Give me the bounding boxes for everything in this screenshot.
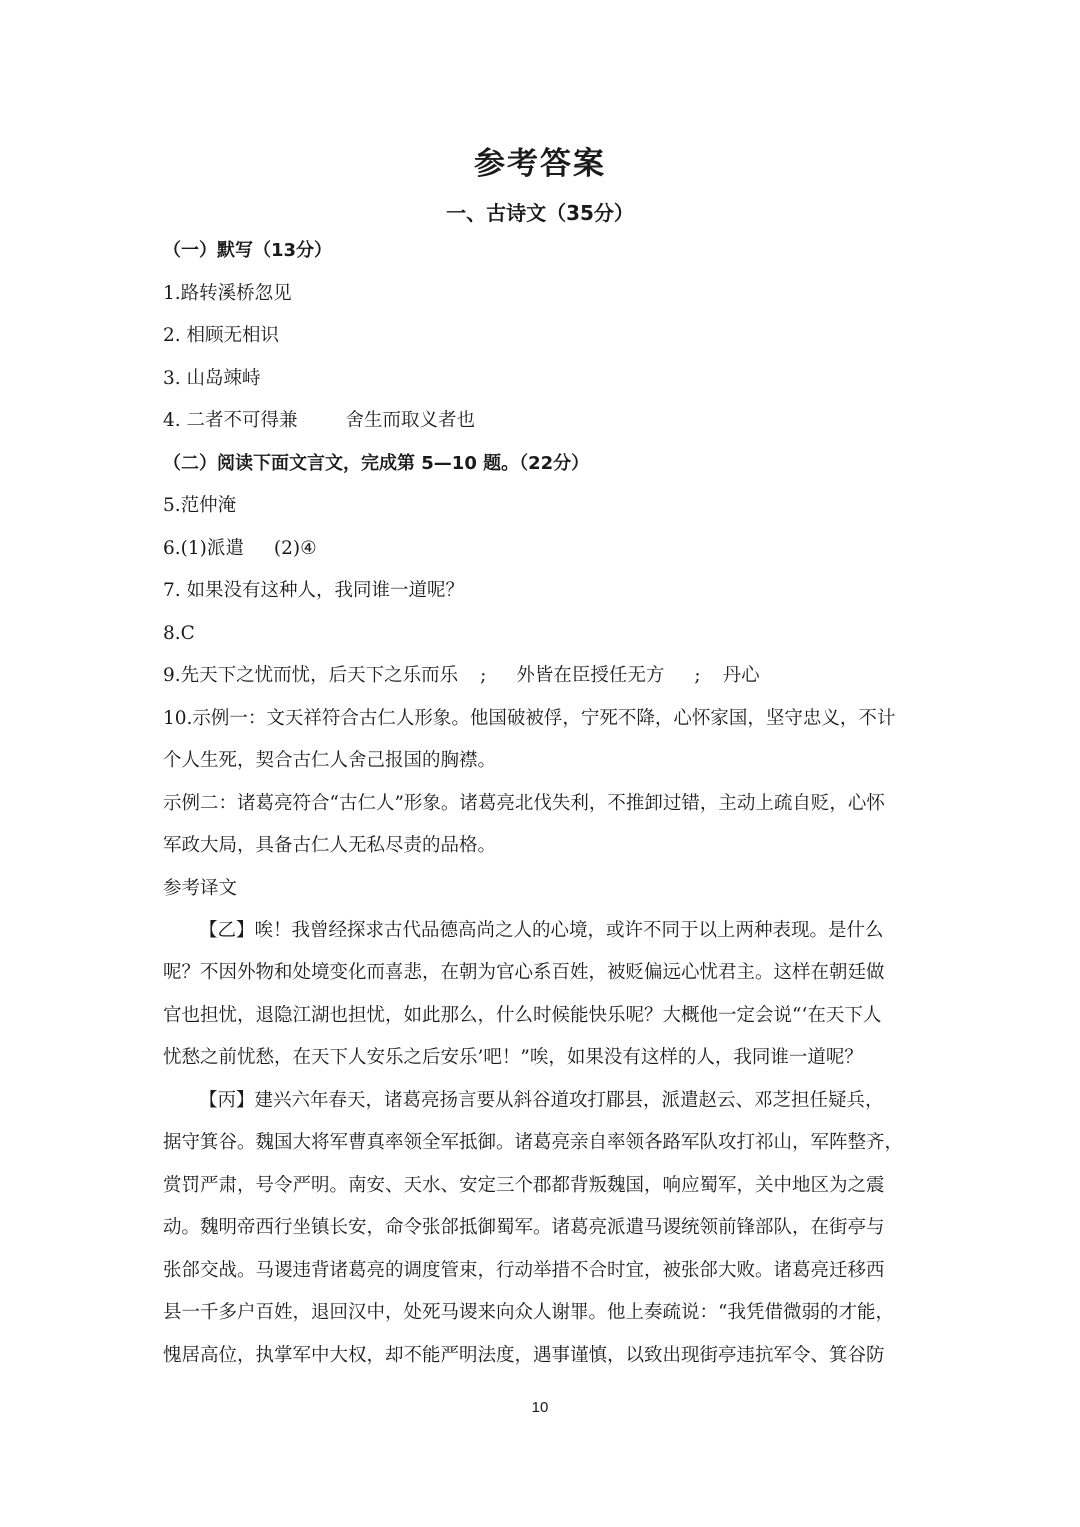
- answer-8: 8.C: [163, 623, 195, 644]
- answer-9-part-b: 外皆在臣授任无方: [516, 665, 665, 686]
- translation-heading: 参考译文: [163, 878, 238, 899]
- answer-7: 7. 如果没有这种人，我同谁一道呢？: [163, 580, 465, 601]
- answer-4-part-b: 舍生而取义者也: [345, 410, 476, 431]
- translation-bing-line: 张郃交战。马谡违背诸葛亮的调度管束，行动举措不合时宜，被张郃大败。诸葛亮迁移西: [163, 1260, 885, 1281]
- answer-6-part-a: 6.(1)派遣: [163, 538, 244, 559]
- answer-3: 3. 山岛竦峙: [163, 368, 261, 389]
- part1-heading: （一）默写（13分）: [163, 240, 333, 261]
- translation-yi-line: 呢？不因外物和处境变化而喜悲，在朝为官心系百姓，被贬偏远心忧君主。这样在朝廷做: [163, 962, 885, 983]
- answer-1: 1.路转溪桥忽见: [163, 283, 292, 304]
- translation-bing-line: 【丙】建兴六年春天，诸葛亮扬言要从斜谷道攻打郿县，派遣赵云、邓芝担任疑兵，: [199, 1090, 884, 1111]
- page-title: 参考答案: [474, 146, 606, 182]
- translation-bing-line: 县一千多户百姓，退回汉中，处死马谡来向众人谢罪。他上奏疏说：“我凭借微弱的才能，: [163, 1302, 894, 1323]
- answer-6-part-b: (2)④: [273, 538, 317, 559]
- part2-heading: （二）阅读下面文言文，完成第 5—10 题。（22分）: [163, 453, 590, 474]
- answer-9-part-c: 丹心: [722, 665, 760, 686]
- translation-bing-line: 动。魏明帝西行坐镇长安，命令张郃抵御蜀军。诸葛亮派遣马谡统领前锋部队，在街亭与: [163, 1217, 885, 1238]
- translation-yi-line: 忧愁之前忧愁，在天下人安乐之后安乐’吧！”唉，如果没有这样的人，我同谁一道呢？: [163, 1047, 863, 1068]
- answer-9-sep-1: ;: [480, 665, 487, 686]
- answer-10-line: 10.示例一：文天祥符合古仁人形象。他国破被俘，宁死不降，心怀家国，坚守忠义，不计: [163, 708, 896, 729]
- answer-4: [163, 408, 923, 434]
- answer-10-line: 军政大局，具备古仁人无私尽责的品格。: [163, 835, 497, 856]
- answer-9-part-a: 9.先天下之忧而忧，后天下之乐而乐: [163, 665, 459, 686]
- section-title-classical-poetry: 一、古诗文（35分）: [446, 201, 634, 225]
- answer-2: 2. 相顾无相识: [163, 325, 280, 346]
- answer-6: [163, 536, 923, 562]
- answer-4-part-a: 4. 二者不可得兼: [163, 410, 298, 431]
- translation-bing-line: 赏罚严肃，号令严明。南安、天水、安定三个郡都背叛魏国，响应蜀军，关中地区为之震: [163, 1175, 885, 1196]
- answer-9: [163, 663, 923, 689]
- answer-9-sep-2: ;: [694, 665, 701, 686]
- answer-5: 5.范仲淹: [163, 495, 237, 516]
- translation-bing-line: 据守箕谷。魏国大将军曹真率领全军抵御。诸葛亮亲自率领各路军队攻打祁山，军阵整齐，: [163, 1132, 904, 1153]
- translation-yi-line: 【乙】唉！我曾经探求古代品德高尚之人的心境，或许不同于以上两种表现。是什么: [199, 920, 884, 941]
- translation-yi-line: 官也担忧，退隐江湖也担忧，如此那么，什么时候能快乐呢？大概他一定会说“‘在天下人: [163, 1005, 882, 1026]
- answer-10-line: 示例二：诸葛亮符合“古仁人”形象。诸葛亮北伐失利，不推卸过错，主动上疏自贬，心怀: [163, 793, 885, 814]
- translation-bing-line: 愧居高位，执掌军中大权，却不能严明法度，遇事谨慎，以致出现街亭违抗军令、箕谷防: [163, 1345, 885, 1366]
- answer-10-line: 个人生死，契合古仁人舍己报国的胸襟。: [163, 750, 497, 771]
- page-number: 10: [531, 1399, 549, 1416]
